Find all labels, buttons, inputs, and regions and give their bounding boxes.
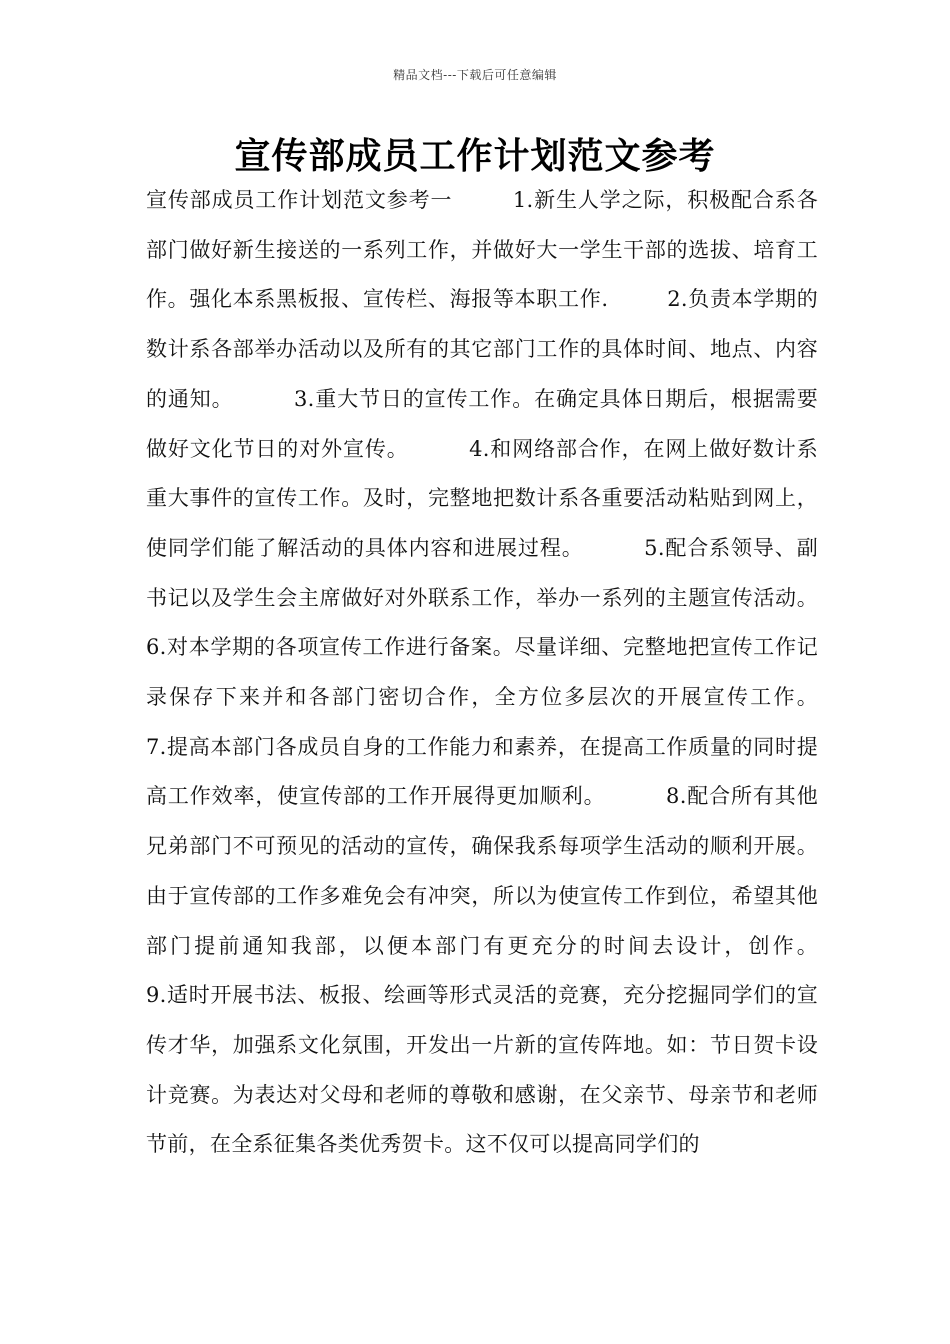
header-note: 精品文档---下载后可任意编辑 [393, 68, 557, 82]
body-paragraph: 宣传部成员工作计划范文参考一 1.新生人学之际，积极配合系各部门做好新生接送的一系列工作，并做好大一学生干部的选拔、培育工作。强化本系黑板报、宣传栏、海报等本职工作. 2.负责本学期的数计系各部举办活动以及所有的其它部门工作的具体时间、地点、内容的通知。 3.重大节日的宣传工作。在确定具体日期后，根据需要做好文化节日的对外宣传。 4.和网络部合作，在网上做好数计系重大事件的宣传工作。及时，完整地把数计系各重要活动粘贴到网上，使同学们能了解活动的具体内容和进展过程。 5.配合系领导、副书记以及学生会主席做好对外联系工作，举办一系列的主题宣传活动。 6.对本学期的各项宣传工作进行备案。尽量详细、完整地把宣传工作记录保存下来并和各部门密切合作，全方位多层次的开展宣传工作。 7.提高本部门各成员自身的工作能力和素养，在提高工作质量的同时提高工作效率，使宣传部的工作开展得更加顺利。 8.配合所有其他兄弟部门不可预见的活动的宣传，确保我系每项学生活动的顺利开展。由于宣传部的工作多难免会有冲突，所以为使宣传工作到位，希望其他部门提前通知我部，以便本部门有更充分的时间去设计，创作。 9.适时开展书法、板报、绘画等形式灵活的竞赛，充分挖掘同学们的宣传才华，加强系文化氛围，开发出一片新的宣传阵地。如：节日贺卡设计竞赛。为表达对父母和老师的尊敬和感谢，在父亲节、母亲节和老师节前，在全系征集各类优秀贺卡。这不仅可以提高同学们的 [146, 188, 874, 1157]
document-title: 宣传部成员工作计划范文参考 [234, 136, 716, 177]
